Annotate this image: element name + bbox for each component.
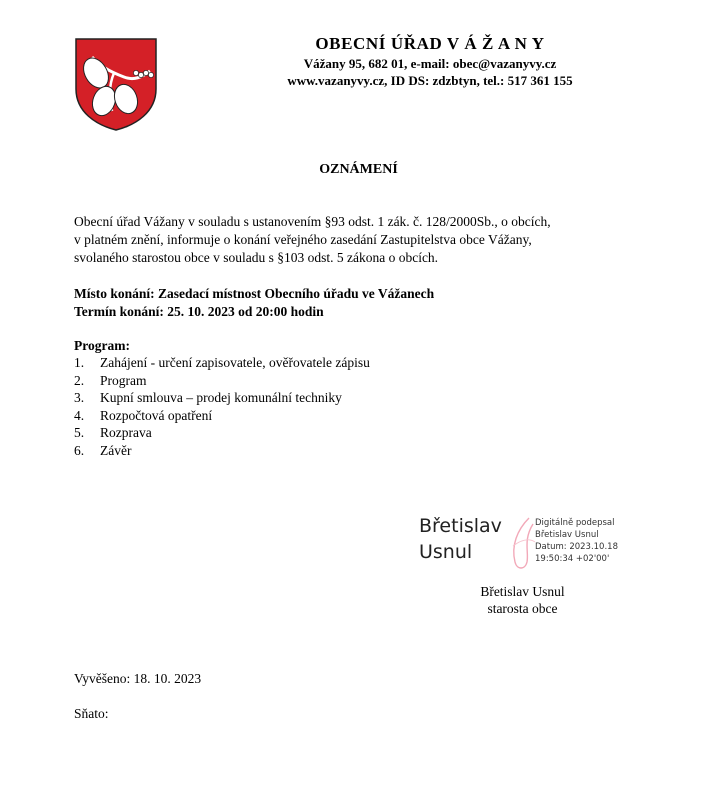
program-list (74, 354, 370, 459)
intro-line: v platném znění, informuje o konání veřejného zasedání Zastupitelstva obce Vážany, (74, 232, 532, 247)
coat-of-arms-icon (74, 37, 158, 132)
meeting-details (74, 285, 434, 321)
digital-signature-details (535, 517, 618, 565)
program-item (74, 407, 370, 425)
signer-name: Břetislav Usnul (480, 584, 565, 599)
office-title: OBECNÍ ÚŘAD V Á Ž A N Y (315, 34, 545, 53)
signature-last-name: Usnul (419, 541, 473, 563)
meeting-venue: Místo konání: Zasedací místnost Obecního úřadu ve Vážanech (74, 286, 435, 301)
document-title: OZNÁMENÍ (319, 162, 398, 177)
signature-meta-line: Datum: 2023.10.18 (535, 542, 618, 552)
program-item-number: 3. (74, 390, 85, 405)
removed-date: Sňato: (74, 706, 109, 721)
posted-date: Vyvěšeno: 18. 10. 2023 (74, 671, 202, 686)
program-item-text: Rozpočtová opatření (100, 407, 213, 423)
intro-line: Obecní úřad Vážany v souladu s ustanovením §93 odst. 1 zák. č. 128/2000Sb., o obcích, (74, 214, 551, 229)
program-item-text: Kupní smlouva – prodej komunální techniky (100, 390, 342, 405)
intro-paragraph (74, 213, 654, 267)
meeting-date-time: Termín konání: 25. 10. 2023 od 20:00 hodin (74, 304, 324, 319)
signer-role: starosta obce (487, 601, 558, 616)
program-item-number: 6. (74, 442, 85, 458)
signature-meta-line: Břetislav Usnul (535, 530, 599, 540)
program-item (74, 372, 370, 390)
contact-line: www.vazanyvy.cz, ID DS: zdzbtyn, tel.: 517 361 155 (287, 73, 573, 88)
signature-first-name: Břetislav (419, 515, 502, 537)
address-line: Vážany 95, 682 01, e-mail: obec@vazanyvy.cz (303, 56, 557, 71)
program-item-text: Závěr (100, 442, 132, 458)
letterhead (200, 34, 660, 89)
program-item (74, 354, 370, 372)
digital-signature-name (419, 513, 502, 565)
signature-meta-line: Digitálně podepsal (535, 518, 615, 528)
program-item-number: 4. (74, 407, 85, 423)
program-item-text: Rozprava (100, 425, 152, 440)
program-item-number: 1. (74, 355, 85, 370)
signature-mark-icon (507, 516, 537, 572)
intro-line: svolaného starostou obce v souladu s §103 odst. 5 zákona o obcích. (74, 250, 439, 265)
program-item-text: Zahájení - určení zapisovatele, ověřovatele zápisu (100, 355, 370, 370)
signature-meta-line: 19:50:34 +02'00' (535, 554, 610, 564)
program-item-text: Program (100, 372, 147, 388)
program-item (74, 424, 370, 442)
program-item-number: 5. (74, 425, 85, 440)
program-item (74, 389, 370, 407)
program-item (74, 442, 370, 460)
signer-block (445, 583, 600, 617)
program-heading: Program: (74, 338, 130, 353)
program-item-number: 2. (74, 372, 85, 388)
